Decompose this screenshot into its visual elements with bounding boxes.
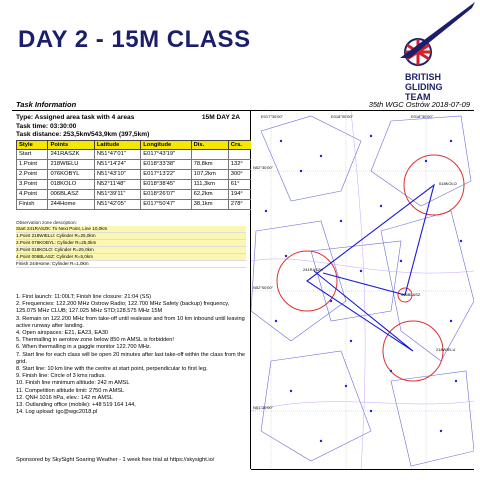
waypoint-label: 218WIELU (436, 347, 456, 352)
task-panel (12, 111, 251, 469)
cell: 2.Point (17, 169, 48, 179)
cell: Start (17, 149, 48, 159)
cell: E017°43'19" (141, 149, 191, 159)
cell: E018°33'38" (141, 159, 191, 169)
cell: 107,2km (191, 169, 228, 179)
zones-header: Observation zone description: (16, 219, 77, 225)
cell: 62,2km (191, 189, 228, 199)
logo-text (405, 72, 443, 102)
cell: 132° (228, 159, 251, 169)
airspace-outlines (251, 116, 474, 466)
waypoint-label: 018KOLO (439, 181, 457, 186)
note-item: 5. Thermalling in aerotow zone below 850 m AMSL is forbidden! (16, 337, 174, 344)
note-item: 10. Finish line minimum altitude: 242 m AMSL (16, 380, 130, 387)
map-coord-top: E018°00'00" (331, 114, 354, 119)
cell (191, 149, 228, 159)
note-item: 4. Open airspaces: E21, EA23, EA30 (16, 330, 109, 337)
map-coord-left: N52°30'00" (253, 165, 274, 170)
zone-item: Start 241RASZK: To Next Point, Line 10,0km (16, 226, 246, 233)
map-coord-top: E018°30'00" (411, 114, 434, 119)
cell: E018°26'07" (141, 189, 191, 199)
cell: 278° (228, 199, 251, 209)
competition-date: 35th WGC Ostrów 2018-07-09 (368, 100, 470, 109)
task-info-bar (12, 99, 474, 111)
waypoint-label: 006BLASZ (401, 292, 421, 297)
note-item: 14. Log upload: igc@wgc2018.pl (16, 409, 98, 416)
col-latitude: Latitude (94, 140, 140, 149)
zone-item: 2.Point 076KOBYL: Cylinder R=25,0km (16, 240, 246, 247)
note-item: 3. Remain on 122.200 MHz from take-off until realease and from 10 km inbound until leaving active runway after landing. (16, 315, 245, 329)
cell: Finish (17, 199, 48, 209)
cell: 61° (228, 179, 251, 189)
cell: E018°38'45" (141, 179, 191, 189)
cell: 194° (228, 189, 251, 199)
page-title: DAY 2 - 15M CLASS (18, 26, 251, 53)
cell: 244Home (48, 199, 94, 209)
col-points: Points (48, 140, 94, 149)
cell: N51°14'24" (94, 159, 140, 169)
cell: 018KOLO (48, 179, 94, 189)
cell: 78,8km (191, 159, 228, 169)
cell: N51°39'11" (94, 189, 140, 199)
waypoint-dots (265, 135, 462, 442)
table-row (17, 179, 252, 189)
note-item: 13. Outlanding office (mobile): +48 519 164 144, (16, 402, 136, 409)
note-item: 6. When thermalling in a gaggle monitor 122.700 MHz. (16, 344, 152, 351)
cell: 006BLASZ (48, 189, 94, 199)
cell: E017°50'47" (141, 199, 191, 209)
logo-line-1: BRITISH (405, 72, 441, 82)
map-coord-left: N52°00'00" (253, 285, 274, 290)
zone-item: 1.Point 218WIELU: Cylinder R=25,0km (16, 233, 246, 240)
task-notes (16, 294, 248, 416)
cell: N51°47'01" (94, 149, 140, 159)
table-row (17, 189, 252, 199)
note-item: 1. First launch: 11:00LT; Finish line closure: 21:04 (SS) (16, 294, 152, 300)
task-map (251, 111, 474, 470)
note-item: 2. Frequencies: 122.200 MHz Ostrow Radio; 122.700 MHz Safety (backup) frequency, 125.075 MHz CLUB; 127.025 MHz STD;128.575 MHz 15M (16, 301, 230, 315)
col-course: Crs. (228, 140, 251, 149)
task-time: Task time: 03:30:00 (16, 122, 77, 130)
cell: 076KOBYL (48, 169, 94, 179)
task-type: Type: Assigned area task with 4 areas (16, 114, 135, 121)
cell: 241RASZK (48, 149, 94, 159)
sponsor-text: Sponsored by SkySight Soaring Weather - 1 week free trial at https://skysight.io/ (16, 457, 215, 463)
cell: 1.Point (17, 159, 48, 169)
note-item: 12. QNH 1016 hPa, elev.: 142 m AMSL (16, 394, 113, 401)
cell: 218WIELU (48, 159, 94, 169)
cell: 300° (228, 169, 251, 179)
table-row (17, 149, 252, 159)
map-coord-top: E017°30'00" (261, 114, 284, 119)
table-row (17, 169, 252, 179)
table-header-row (17, 140, 252, 149)
cell: E017°13'22" (141, 169, 191, 179)
cell: 4.Point (17, 189, 48, 199)
map-canvas (251, 111, 474, 469)
task-code: 15M DAY 2A (201, 114, 240, 121)
cell: 3.Point (17, 179, 48, 189)
zone-item: 3.Point 018KOLO: Cylinder R=25,0km (16, 247, 246, 254)
cell (228, 149, 251, 159)
map-coord-left: N51°30'00" (253, 405, 274, 410)
col-longitude: Longitude (141, 140, 191, 149)
cell: 111,3km (191, 179, 228, 189)
turnpoint-table (16, 140, 252, 210)
note-item: 7. Start line for each class will be open 20 minutes after last take-off within the class from the grid. (16, 351, 246, 365)
note-item: 11. Competition altitude limit: 2750 m AMSL (16, 387, 125, 394)
task-route (307, 185, 434, 351)
cell: N52°11'48" (94, 179, 140, 189)
task-distance: Task distance: 253,5km/543,9km (397,5km) (16, 131, 150, 138)
table-row (17, 159, 252, 169)
cell: N51°43'10" (94, 169, 140, 179)
logo-line-2: GLIDING (405, 82, 443, 92)
cell: N51°42'05" (94, 199, 140, 209)
col-distance: Dis. (191, 140, 228, 149)
map-roads (251, 111, 474, 469)
waypoint-label: 241RASZK (303, 267, 324, 272)
zone-item: 4.Point 006BLASZ: Cylinder R=5,0km (16, 254, 246, 261)
note-item: 9. Finish line: Circle of 3 kms radius. (16, 373, 106, 380)
observation-zones (16, 220, 246, 268)
zone-item: Finish 244Home: Cylinder R=1,0km (16, 261, 246, 268)
map-grid (251, 111, 474, 469)
note-item: 8. Start line: 10 km line with the centre at start point, perpendicular to first leg. (16, 366, 208, 373)
logo-line-3: TEAM (405, 92, 431, 102)
table-row (17, 199, 252, 209)
task-info-label: Task Information (16, 100, 77, 109)
task-header (12, 111, 250, 140)
col-style: Style (17, 140, 48, 149)
cell: 38,1km (191, 199, 228, 209)
